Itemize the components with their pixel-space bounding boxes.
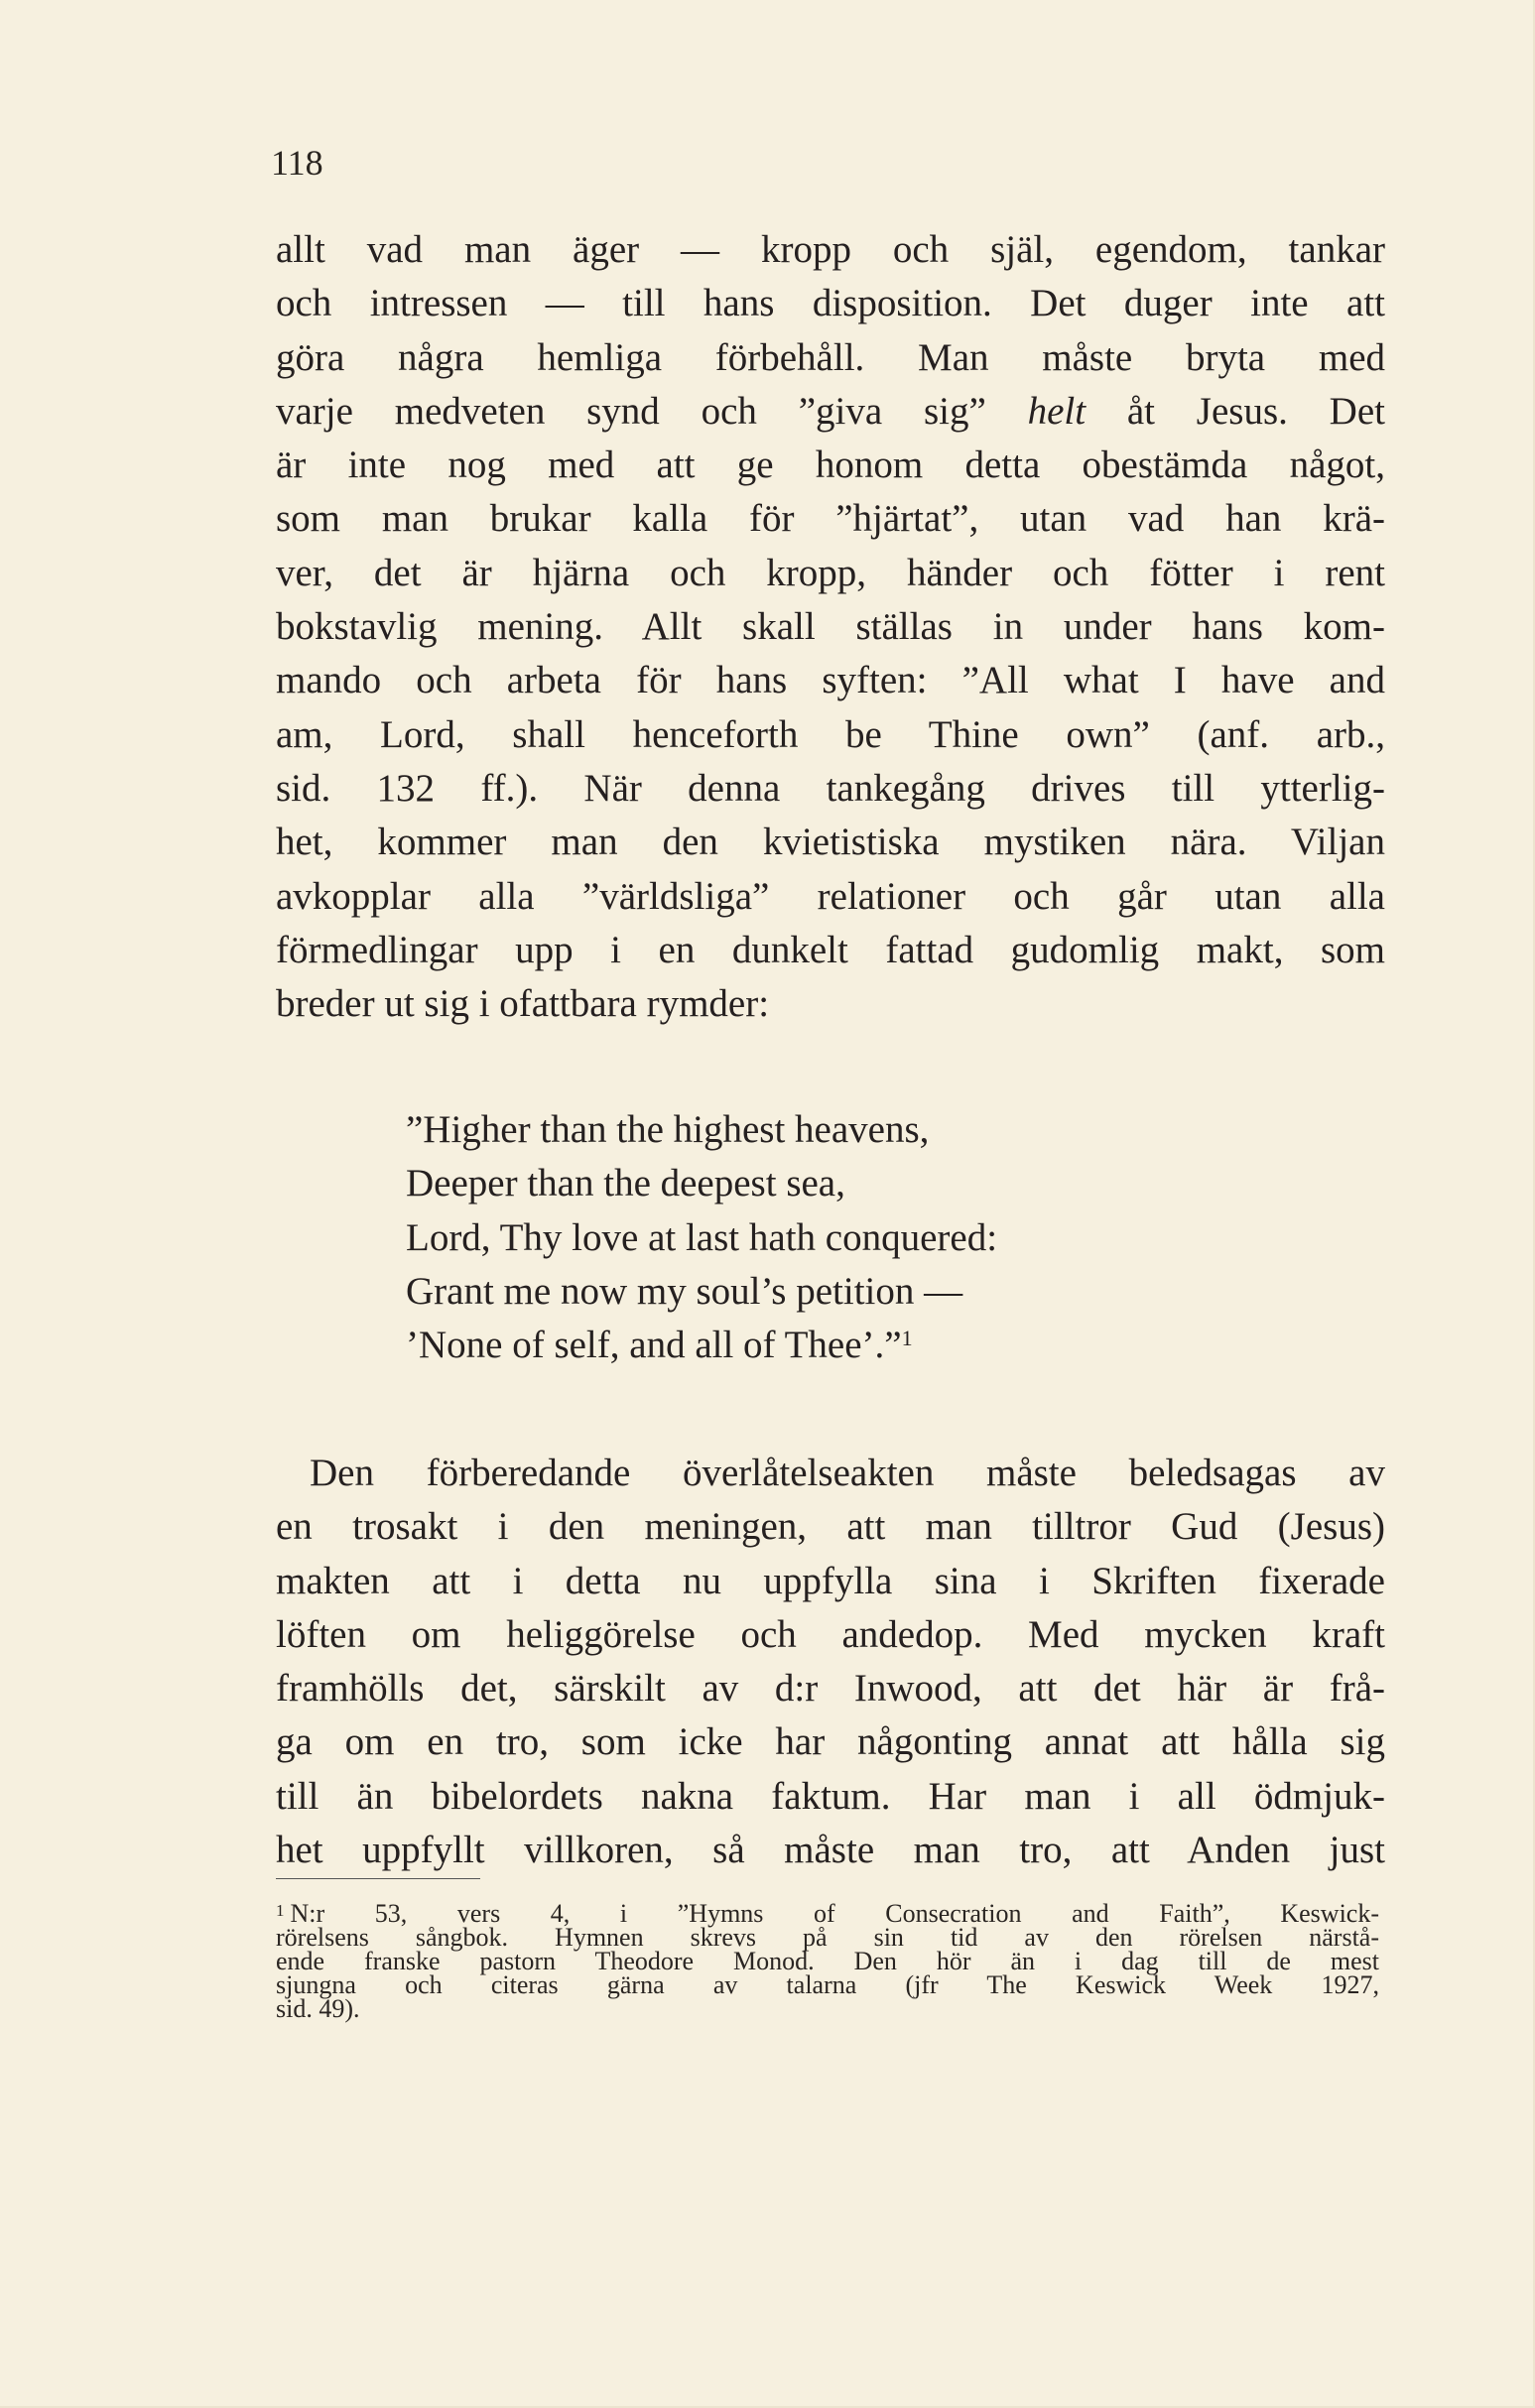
paragraph-2 — [276, 1447, 1385, 1877]
text-line: som man brukar kalla för ”hjärtat”, utan vad han krä- — [276, 497, 1385, 541]
text-line: göra några hemliga förbehåll. Man måste bryta med — [276, 335, 1385, 379]
text-line: är inte nog med att ge honom detta obestämda något, — [276, 444, 1385, 487]
text-line-with-emphasis — [276, 385, 1385, 439]
text-line: het uppfyllt villkoren, så måste man tro, att Anden just — [276, 1829, 1385, 1872]
footnote-divider — [276, 1878, 480, 1879]
footnote-text: N:r 53, vers 4, i ”Hymns of Consecration and Faith”, Keswick- — [290, 1899, 1379, 1928]
footnote-line: sjungna och citeras gärna av talarna (jfr The Keswick Week 1927, — [276, 1970, 1379, 1999]
text-line: löften om heliggörelse och andedop. Med mycken kraft — [276, 1612, 1385, 1656]
poem-verse-text: ’None of self, and all of Thee’.” — [406, 1324, 902, 1367]
text-line: en trosakt i den meningen, att man tilltror Gud (Jesus) — [276, 1505, 1385, 1549]
page-number: 118 — [271, 143, 323, 183]
text-line: Den förberedande överlåtelseakten måste beledsagas av — [310, 1452, 1385, 1494]
poem-verse: ”Higher than the highest heavens, — [406, 1108, 930, 1151]
text-line: mando och arbeta för hans syften: ”All what I have and — [276, 659, 1385, 702]
text-line: makten att i detta nu uppfylla sina i Skriften fixerade — [276, 1559, 1385, 1602]
emphasis-word: helt — [1027, 389, 1087, 433]
text-line: framhölls det, särskilt av d:r Inwood, att det här är frå- — [276, 1667, 1385, 1711]
poem-verse: Grant me now my soul’s petition — — [406, 1269, 963, 1313]
text-line: het, kommer man den kvietistiska mystiken nära. Viljan — [276, 821, 1385, 864]
footnote-line: rörelsens sångbok. Hymnen skrevs på sin tid av den rörelsen närstå- — [276, 1923, 1379, 1952]
text-line: breder ut sig i ofattbara rymder: — [276, 982, 770, 1026]
text-line: till än bibelordets nakna faktum. Har man i all ödmjuk- — [276, 1774, 1385, 1818]
text-segment: varje medveten synd och ”giva sig” — [276, 389, 1028, 433]
footnote-reference: 1 — [901, 1326, 913, 1351]
poem-verse-last — [406, 1319, 997, 1372]
text-line: allt vad man äger — kropp och själ, egendom, tankar — [276, 228, 1385, 271]
text-line: bokstavlig mening. Allt skall ställas in under hans kom- — [276, 605, 1385, 649]
footnote-mark: 1 — [276, 1901, 285, 1920]
poem-verse: Lord, Thy love at last hath conquered: — [406, 1215, 998, 1259]
poem-verse: Deeper than the deepest sea, — [406, 1162, 845, 1205]
footnote-line: sid. 49). — [276, 1994, 360, 2023]
text-line: sid. 132 ff.). När denna tankegång drives till ytterlig- — [276, 766, 1385, 810]
footnote-line: ende franske pastorn Theodore Monod. Den hör än i dag till de mest — [276, 1947, 1379, 1975]
text-segment: åt Jesus. Det — [1086, 389, 1385, 433]
text-line: am, Lord, shall henceforth be Thine own” (anf. arb., — [276, 712, 1385, 756]
text-line: ga om en tro, som icke har någonting annat att hålla sig — [276, 1720, 1385, 1764]
text-line: avkopplar alla ”världsliga” relationer och går utan alla — [276, 874, 1385, 918]
text-line: ver, det är hjärna och kropp, händer och fötter i rent — [276, 551, 1385, 594]
paragraph-1 — [276, 223, 1385, 1031]
footnote — [276, 1899, 1379, 2023]
poem-quotation — [406, 1103, 997, 1372]
text-line: och intressen — till hans disposition. Det duger inte att — [276, 282, 1385, 325]
text-line: förmedlingar upp i en dunkelt fattad gudomlig makt, som — [276, 928, 1385, 971]
